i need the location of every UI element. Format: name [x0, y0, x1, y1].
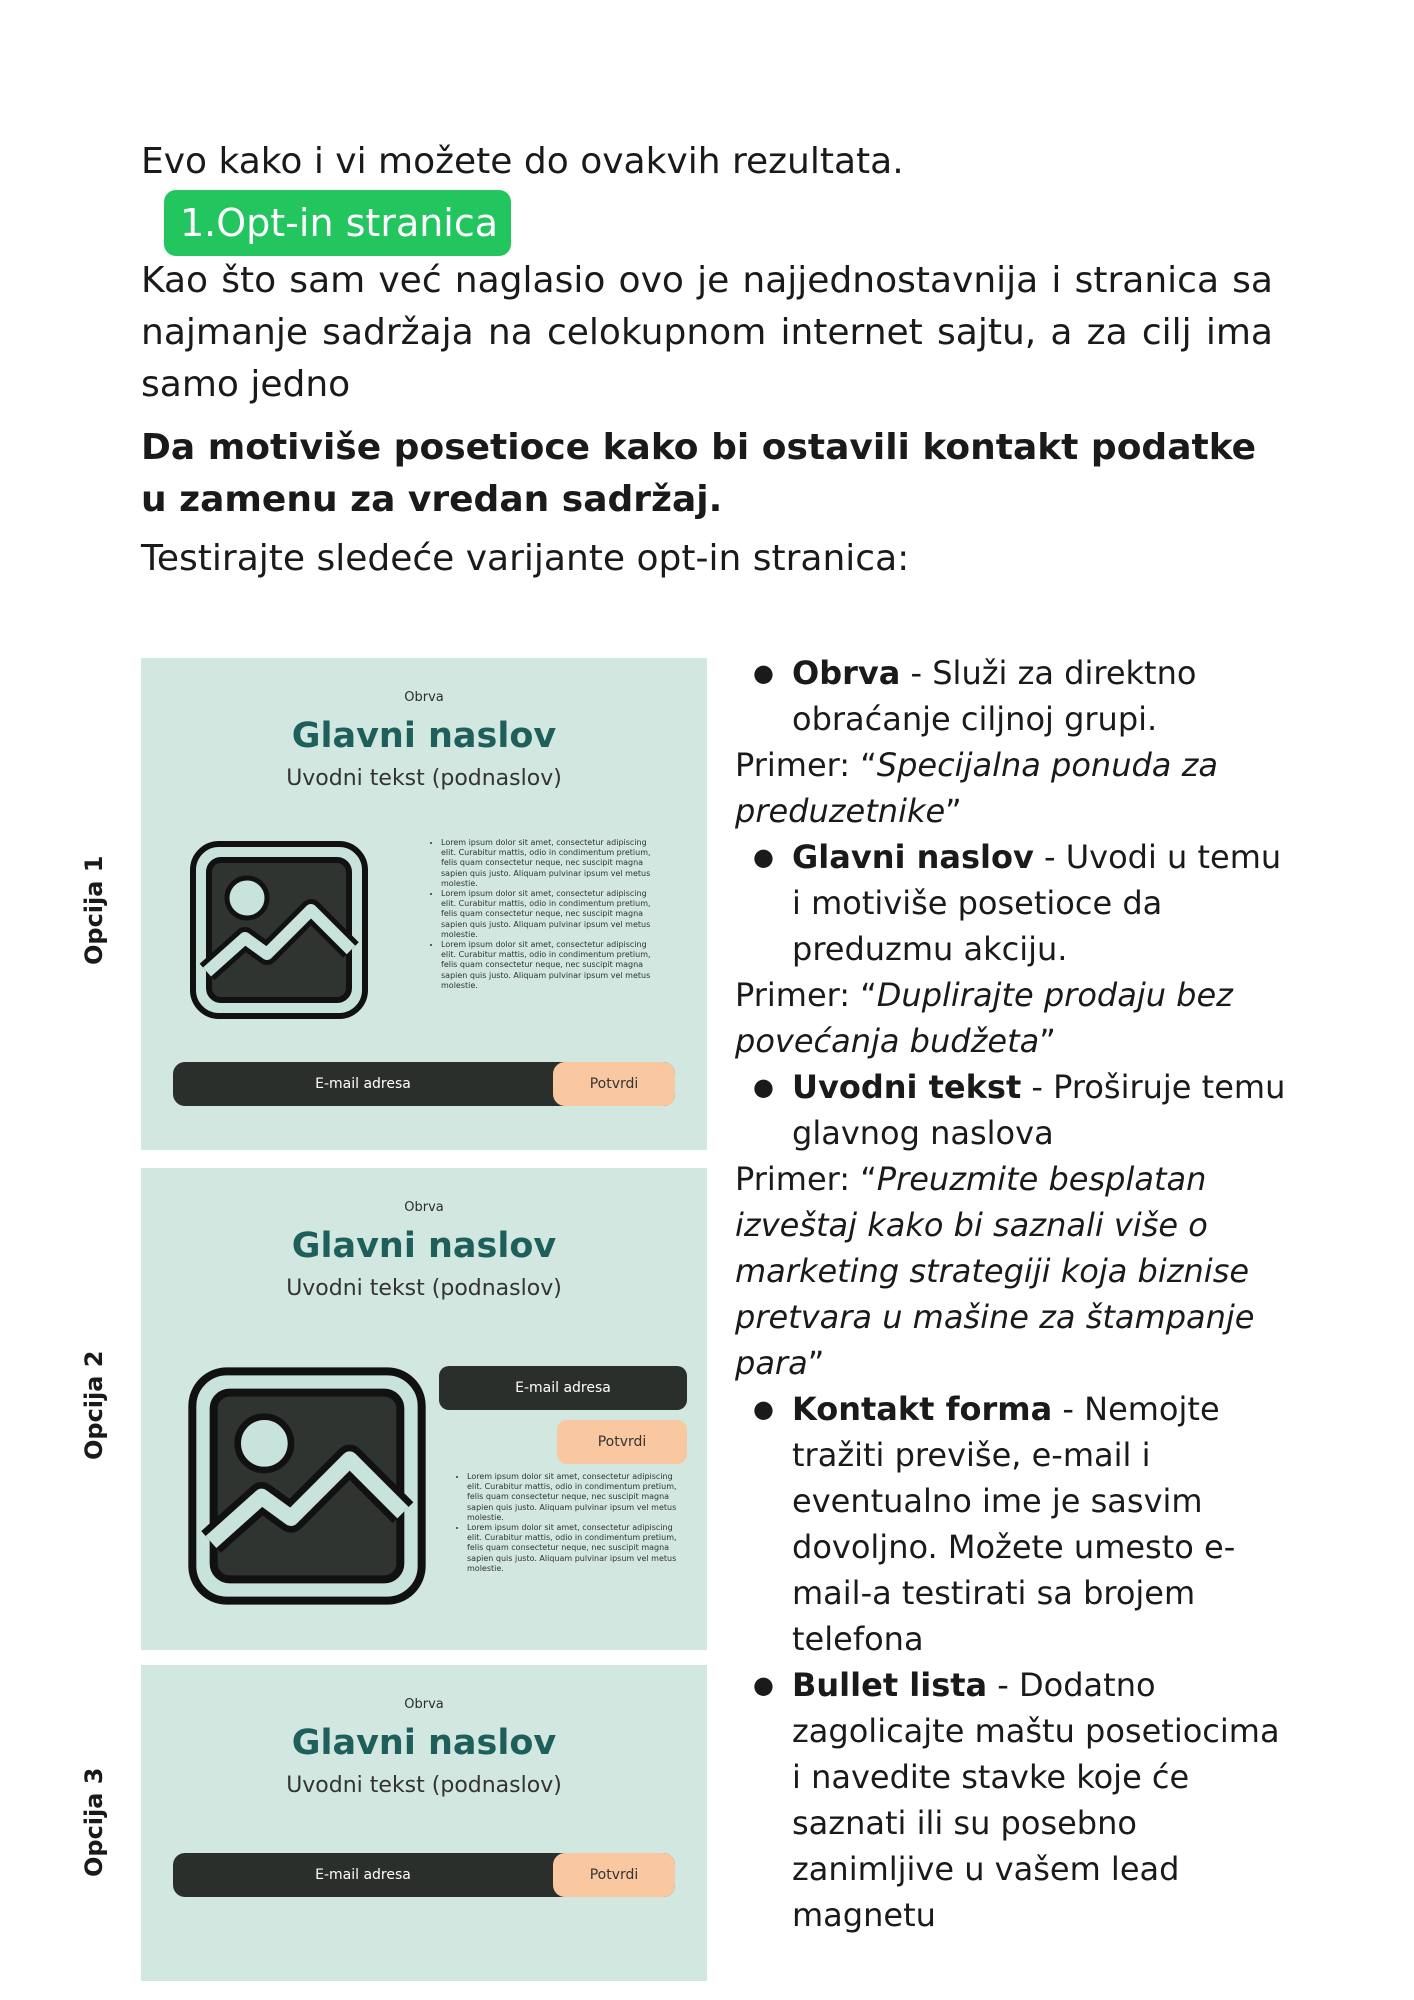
submit-button[interactable]: Potvrdi: [557, 1420, 687, 1464]
bullet-desc: - Uvodi u temu i motiviše posetioce da preduzmu akciju.: [792, 838, 1282, 968]
submit-button[interactable]: Potvrdi: [553, 1062, 675, 1106]
example-prefix: Primer: “: [735, 976, 877, 1014]
optin-card-3: [141, 1665, 707, 1981]
email-form: [173, 1853, 675, 1897]
list-item: [735, 1662, 1295, 1938]
list-item: • Lorem ipsum dolor sit amet, consectetur adipiscing elit. Curabitur mattis, odio in condimentum pretium, felis quam consectetur neque, nec suscipit magna sapien quis justo. Aliquam pulvinar ipsum vel metus molestie.: [467, 1523, 689, 1574]
card-subheadline: Uvodni tekst (podnaslov): [286, 766, 562, 791]
bullet-desc: - Služi za direktno obraćanje ciljnoj grupi.: [792, 654, 1197, 738]
option-label-1: Opcija 1: [80, 855, 108, 965]
example-prefix: Primer: “: [735, 1160, 877, 1198]
list-item: • Lorem ipsum dolor sit amet, consectetur adipiscing elit. Curabitur mattis, odio in condimentum pretium, felis quam consectetur neque, nec suscipit magna sapien quis justo. Aliquam pulvinar ipsum vel metus molestie.: [441, 889, 663, 940]
variants-heading: Testirajte sledeće varijante opt-in stranica:: [141, 538, 910, 579]
example-text: [735, 1156, 1295, 1386]
example-text: [735, 972, 1295, 1064]
optin-card-2: [141, 1168, 707, 1650]
list-item: • Lorem ipsum dolor sit amet, consectetur adipiscing elit. Curabitur mattis, odio in condimentum pretium, felis quam consectetur neque, nec suscipit magna sapien quis justo. Aliquam pulvinar ipsum vel metus molestie.: [467, 1472, 689, 1523]
email-field[interactable]: E-mail adresa: [315, 1076, 411, 1092]
example-suffix: ”: [945, 792, 962, 830]
email-field[interactable]: E-mail adresa: [439, 1366, 687, 1410]
card-subheadline: Uvodni tekst (podnaslov): [286, 1276, 562, 1301]
bullet-desc: - Proširuje temu glavnog naslova: [792, 1068, 1286, 1152]
bullet-term: Bullet lista: [792, 1666, 988, 1704]
bullet-term: Kontakt forma: [792, 1390, 1053, 1428]
intro-text: Evo kako i vi možete do ovakvih rezultata.: [141, 141, 904, 182]
bullet-term: Glavni naslov: [792, 838, 1034, 876]
list-item: • Lorem ipsum dolor sit amet, consectetur adipiscing elit. Curabitur mattis, odio in condimentum pretium, felis quam consectetur neque, nec suscipit magna sapien quis justo. Aliquam pulvinar ipsum vel metus molestie.: [441, 940, 663, 991]
example-quote: Preuzmite besplatan izveštaj kako bi saznali više o marketing strategiji koja biznise pretvara u mašine za štampanje para: [735, 1160, 1255, 1382]
option-label-3: Opcija 3: [80, 1767, 108, 1877]
optin-card-1: [141, 658, 707, 1150]
example-suffix: ”: [807, 1344, 825, 1382]
list-item: [735, 1386, 1295, 1662]
image-placeholder-icon: [187, 1366, 427, 1606]
card-subheadline: Uvodni tekst (podnaslov): [286, 1773, 562, 1798]
card-headline: Glavni naslov: [291, 716, 557, 756]
example-quote: Duplirajte prodaju bez povećanja budžeta: [735, 976, 1233, 1060]
list-item: • Lorem ipsum dolor sit amet, consectetur adipiscing elit. Curabitur mattis, odio in condimentum pretium, felis quam consectetur neque, nec suscipit magna sapien quis justo. Aliquam pulvinar ipsum vel metus molestie.: [441, 838, 663, 889]
lorem-list: [433, 838, 663, 991]
bullet-dot-icon: ●: [753, 659, 774, 687]
bullet-dot-icon: ●: [753, 1395, 774, 1423]
example-prefix: Primer: “: [735, 746, 877, 784]
lorem-list: [459, 1472, 689, 1574]
bullet-desc: - Nemojte tražiti previše, e-mail i eventualno ime je sasvim dovoljno. Možete umesto e-mail-a testirati sa brojem telefona: [792, 1390, 1236, 1658]
image-placeholder-icon: [189, 840, 369, 1020]
bold-statement: Da motiviše posetioce kako bi ostavili kontakt podatke u zamenu za vredan sadržaj.: [141, 427, 1257, 520]
list-item: [735, 1064, 1295, 1156]
bullet-term: Uvodni tekst: [792, 1068, 1022, 1106]
example-quote: Specijalna ponuda za preduzetnike: [735, 746, 1218, 830]
element-explanations: [735, 650, 1295, 1938]
example-text: [735, 742, 1295, 834]
submit-button[interactable]: Potvrdi: [553, 1853, 675, 1897]
card-eyebrow: Obrva: [404, 690, 444, 705]
card-eyebrow: Obrva: [404, 1697, 444, 1712]
section-tag: 1.Opt-in stranica: [164, 190, 511, 256]
list-item: [735, 650, 1295, 742]
bullet-term: Obrva: [792, 654, 901, 692]
bullet-dot-icon: ●: [753, 1073, 774, 1101]
list-item: [735, 834, 1295, 972]
email-field[interactable]: E-mail adresa: [315, 1867, 411, 1883]
bullet-desc: - Dodatno zagolicajte maštu posetiocima i navedite stavke koje će saznati ili su posebno zanimljive u vašem lead magnetu: [792, 1666, 1280, 1934]
bullet-dot-icon: ●: [753, 843, 774, 871]
intro-paragraph: Kao što sam već naglasio ovo je najjednostavnija i stranica sa najmanje sadržaja na celokupnom internet sajtu, a za cilj ima samo jedno: [141, 260, 1273, 405]
email-form: [173, 1062, 675, 1106]
bullet-dot-icon: ●: [753, 1671, 774, 1699]
card-eyebrow: Obrva: [404, 1200, 444, 1215]
card-headline: Glavni naslov: [291, 1226, 557, 1266]
example-suffix: ”: [1039, 1022, 1056, 1060]
card-headline: Glavni naslov: [291, 1723, 557, 1763]
option-label-2: Opcija 2: [80, 1350, 108, 1460]
